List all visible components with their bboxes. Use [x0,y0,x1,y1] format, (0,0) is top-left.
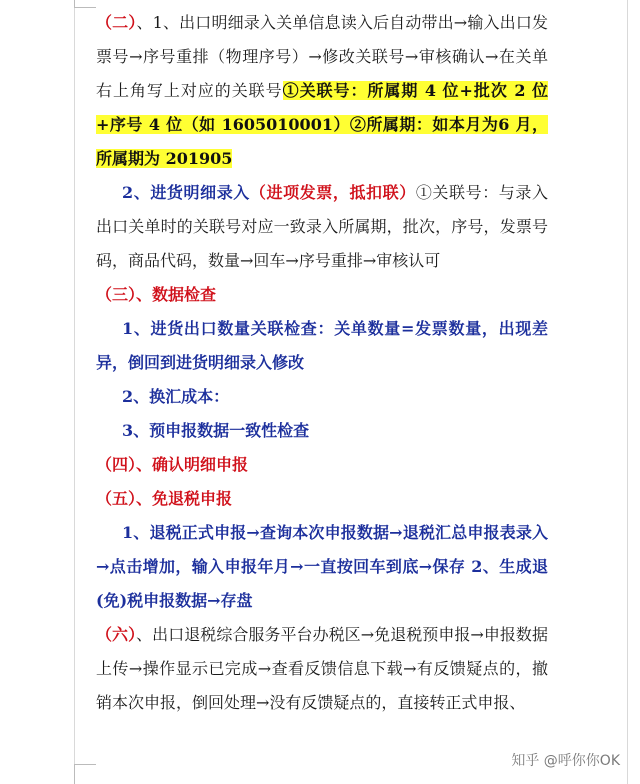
paragraph-2-2 [96,176,548,278]
document-body [96,6,548,720]
margin-corner-top [74,0,96,8]
section-6-text: 、出口退税综合服务平台办税区→免退税预申报→申报数据上传→操作显示已完成→查看反馈信息下载→有反馈疑点的，撤销本次申报，倒回处理→没有反馈疑点的，直接转正式申报、 [96,625,548,712]
section-6-prefix: （六） [96,625,137,644]
paragraph-6 [96,618,548,720]
section-3-item-1: 1、进货出口数量关联检查：关单数量=发票数量，出现差异，倒回到进货明细录入修改 [96,319,548,372]
section-3-item-2: 2、换汇成本： [122,387,230,406]
margin-corner-bottom [74,764,96,784]
section-3-item-3: 3、预申报数据一致性检查 [122,421,310,440]
watermark: 知乎 @呼你你OK [511,753,620,769]
section-2-prefix: （二） [96,13,137,32]
purchase-entry-title: 2、进货明细录入 [122,183,250,202]
page-margin-right [627,0,628,784]
section-3-heading: （三）、数据检查 [96,285,217,304]
section-5-item-1: 1、退税正式申报→查询本次申报数据→退税汇总申报表录入→点击增加，输入申报年月→一直按回车到底→保存 2、生成退(免)税申报数据→存盘 [96,523,548,610]
section-4-heading: （四）、确认明细申报 [96,455,249,474]
section-2-highlight: ①关联号：所属期 4 位+批次 2 位+序号 4 位（如 1605010001）②所属期：如本月为6 月，所属期为 201905 [96,81,548,168]
purchase-entry-text: ①关联号：与录入出口关单时的关联号对应一致录入所属期，批次，序号，发票号码，商品代码，数量→回车→序号重排→审核认可 [96,183,548,270]
page-margin-left [74,0,75,784]
section-5-heading: （五）、免退税申报 [96,489,233,508]
paragraph-2 [96,6,548,176]
purchase-entry-paren: （进项发票，抵扣联） [249,183,416,202]
section-2-text: 、1、出口明细录入关单信息读入后自动带出→输入出口发票号→序号重排（物理序号）→修改关联号→审核确认→在关单右上角写上对应的关联号 [96,13,548,100]
